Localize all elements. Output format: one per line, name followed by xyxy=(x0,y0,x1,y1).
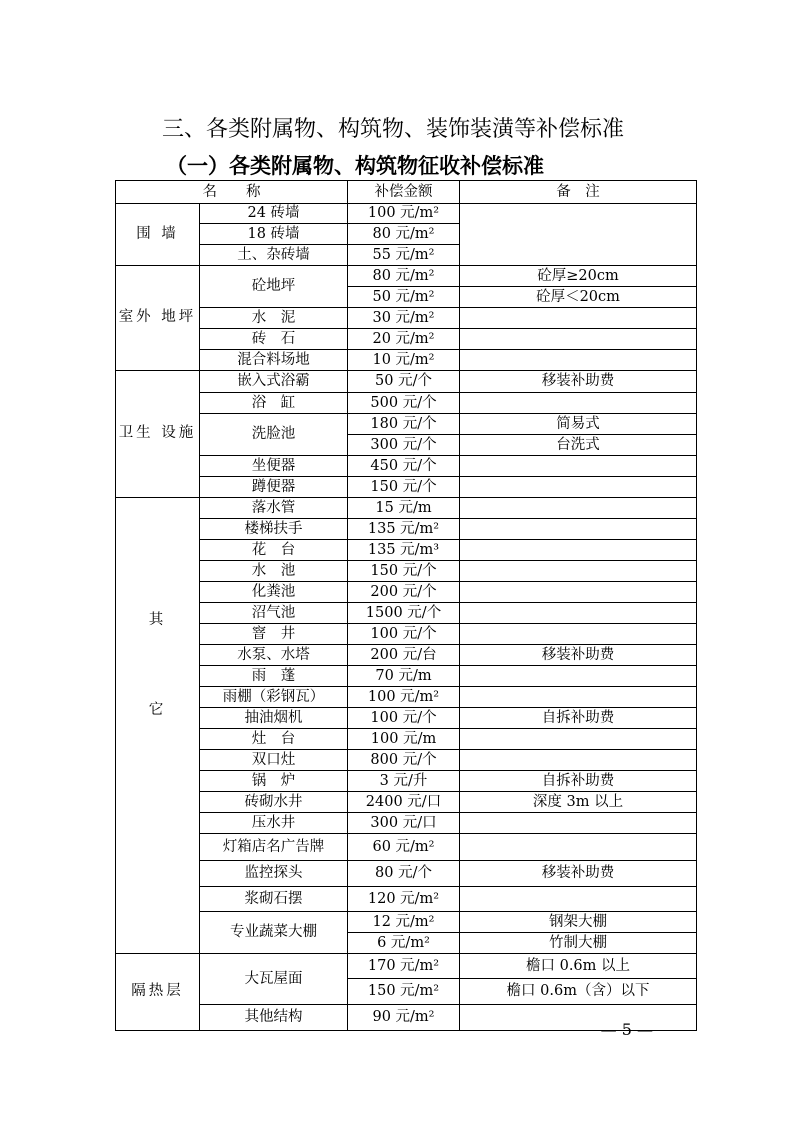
item-note xyxy=(460,519,697,540)
item-amount: 300 元/个 xyxy=(348,435,460,456)
item-note xyxy=(460,603,697,624)
item-amount: 150 元/个 xyxy=(348,477,460,498)
table-title: （一）各类附属物、构筑物征收补偿标准 xyxy=(166,154,544,178)
item-note xyxy=(460,477,697,498)
table-row xyxy=(116,498,697,519)
item-amount: 100 元/m² xyxy=(348,687,460,708)
item-note xyxy=(460,393,697,414)
item-amount: 12 元/m² xyxy=(348,912,460,933)
item-name: 水泵、水塔 xyxy=(200,645,348,666)
item-amount: 450 元/个 xyxy=(348,456,460,477)
table-row xyxy=(116,519,697,540)
table-row xyxy=(116,624,697,645)
item-note: 自拆补助费 xyxy=(460,708,697,729)
item-amount: 100 元/m xyxy=(348,729,460,750)
table-row xyxy=(116,792,697,813)
table-row xyxy=(116,477,697,498)
item-amount: 20 元/m² xyxy=(348,329,460,350)
item-name: 24 砖墙 xyxy=(200,204,348,224)
table-row xyxy=(116,834,697,861)
item-note: 移装补助费 xyxy=(460,645,697,666)
item-amount: 80 元/m² xyxy=(348,266,460,287)
item-note xyxy=(460,834,697,861)
item-note: 檐口 0.6m 以上 xyxy=(460,954,697,979)
item-note: 砼厚＜20cm xyxy=(460,287,697,308)
item-note: 深度 3m 以上 xyxy=(460,792,697,813)
item-name: 楼梯扶手 xyxy=(200,519,348,540)
item-amount: 10 元/m² xyxy=(348,350,460,371)
table-row xyxy=(116,708,697,729)
item-name: 抽油烟机 xyxy=(200,708,348,729)
table-row xyxy=(116,750,697,771)
table-row xyxy=(116,308,697,329)
table-row xyxy=(116,954,697,979)
item-name: 浆砌石摆 xyxy=(200,887,348,912)
item-name: 18 砖墙 xyxy=(200,224,348,245)
item-note: 砼厚≥20cm xyxy=(460,266,697,287)
item-note: 移装补助费 xyxy=(460,861,697,887)
item-note: 移装补助费 xyxy=(460,371,697,393)
item-name: 砼地坪 xyxy=(200,266,348,308)
table-row xyxy=(116,771,697,792)
table-row xyxy=(116,582,697,603)
item-name: 雨 蓬 xyxy=(200,666,348,687)
item-note xyxy=(460,666,697,687)
item-amount: 200 元/个 xyxy=(348,582,460,603)
item-amount: 2400 元/口 xyxy=(348,792,460,813)
item-name: 混合料场地 xyxy=(200,350,348,371)
item-name: 浴 缸 xyxy=(200,393,348,414)
category-other-bottom: 它 xyxy=(148,701,167,718)
table-row xyxy=(116,456,697,477)
item-name: 监控探头 xyxy=(200,861,348,887)
item-name: 砖 石 xyxy=(200,329,348,350)
table-row xyxy=(116,393,697,414)
item-amount: 6 元/m² xyxy=(348,933,460,954)
item-name: 砖砌水井 xyxy=(200,792,348,813)
item-name: 土、杂砖墙 xyxy=(200,245,348,266)
category-other-top: 其 xyxy=(148,611,167,628)
item-name: 窨 井 xyxy=(200,624,348,645)
item-amount: 135 元/m³ xyxy=(348,540,460,561)
item-amount: 180 元/个 xyxy=(348,414,460,435)
table-row xyxy=(116,371,697,393)
item-amount: 70 元/m xyxy=(348,666,460,687)
table-row xyxy=(116,861,697,887)
item-note xyxy=(460,350,697,371)
table-row xyxy=(116,687,697,708)
table-header-row xyxy=(116,181,697,204)
category-other xyxy=(116,498,200,954)
table-row xyxy=(116,912,697,933)
item-amount: 135 元/m² xyxy=(348,519,460,540)
item-amount: 120 元/m² xyxy=(348,887,460,912)
item-note xyxy=(460,729,697,750)
header-name: 名 称 xyxy=(116,181,348,204)
item-amount: 15 元/m xyxy=(348,498,460,519)
category-wall: 围 墙 xyxy=(116,204,200,266)
item-amount: 100 元/m² xyxy=(348,204,460,224)
item-note: 檐口 0.6m（含）以下 xyxy=(460,979,697,1005)
table-row xyxy=(116,204,697,224)
item-note: 竹制大棚 xyxy=(460,933,697,954)
item-name: 水 池 xyxy=(200,561,348,582)
category-sanitary: 卫生 设施 xyxy=(116,371,200,498)
item-name: 化粪池 xyxy=(200,582,348,603)
item-amount: 800 元/个 xyxy=(348,750,460,771)
item-note xyxy=(460,624,697,645)
page-number: — 5 — xyxy=(600,1020,653,1039)
item-amount: 150 元/个 xyxy=(348,561,460,582)
category-outdoor-floor: 室外 地坪 xyxy=(116,266,200,371)
compensation-table xyxy=(115,180,697,1031)
item-note xyxy=(460,887,697,912)
item-name: 专业蔬菜大棚 xyxy=(200,912,348,954)
item-amount: 90 元/m² xyxy=(348,1005,460,1031)
table-row xyxy=(116,350,697,371)
table-row xyxy=(116,414,697,435)
item-amount: 80 元/个 xyxy=(348,861,460,887)
item-note: 钢架大棚 xyxy=(460,912,697,933)
section-title: 三、各类附属物、构筑物、装饰装潢等补偿标准 xyxy=(162,117,625,142)
item-note xyxy=(460,750,697,771)
table-row xyxy=(116,561,697,582)
item-name: 蹲便器 xyxy=(200,477,348,498)
table-row xyxy=(116,603,697,624)
table-row xyxy=(116,266,697,287)
item-note xyxy=(460,540,697,561)
table-row xyxy=(116,666,697,687)
item-name: 灶 台 xyxy=(200,729,348,750)
item-name: 洗脸池 xyxy=(200,414,348,456)
item-note xyxy=(460,813,697,834)
item-amount: 150 元/m² xyxy=(348,979,460,1005)
item-name: 其他结构 xyxy=(200,1005,348,1031)
item-amount: 60 元/m² xyxy=(348,834,460,861)
item-note xyxy=(460,329,697,350)
item-amount: 300 元/口 xyxy=(348,813,460,834)
header-amount: 补偿金额 xyxy=(348,181,460,204)
item-name: 大瓦屋面 xyxy=(200,954,348,1005)
item-name: 水 泥 xyxy=(200,308,348,329)
item-name: 压水井 xyxy=(200,813,348,834)
item-amount: 80 元/m² xyxy=(348,224,460,245)
item-amount: 50 元/个 xyxy=(348,371,460,393)
item-amount: 500 元/个 xyxy=(348,393,460,414)
item-note xyxy=(460,498,697,519)
item-note: 自拆补助费 xyxy=(460,771,697,792)
item-amount: 30 元/m² xyxy=(348,308,460,329)
item-note xyxy=(460,204,697,266)
item-name: 双口灶 xyxy=(200,750,348,771)
item-amount: 1500 元/个 xyxy=(348,603,460,624)
category-insulation: 隔热层 xyxy=(116,954,200,1031)
table-row xyxy=(116,813,697,834)
item-amount: 200 元/台 xyxy=(348,645,460,666)
item-amount: 100 元/个 xyxy=(348,708,460,729)
item-note xyxy=(460,561,697,582)
item-note xyxy=(460,308,697,329)
item-note: 简易式 xyxy=(460,414,697,435)
item-note xyxy=(460,687,697,708)
item-amount: 100 元/个 xyxy=(348,624,460,645)
table-row xyxy=(116,329,697,350)
item-amount: 3 元/升 xyxy=(348,771,460,792)
item-name: 嵌入式浴霸 xyxy=(200,371,348,393)
item-name: 落水管 xyxy=(200,498,348,519)
item-name: 坐便器 xyxy=(200,456,348,477)
item-name: 锅 炉 xyxy=(200,771,348,792)
table-row xyxy=(116,645,697,666)
item-name: 雨棚（彩钢瓦） xyxy=(200,687,348,708)
item-name: 沼气池 xyxy=(200,603,348,624)
table-row xyxy=(116,729,697,750)
item-name: 花 台 xyxy=(200,540,348,561)
item-amount: 55 元/m² xyxy=(348,245,460,266)
table-row xyxy=(116,887,697,912)
item-note: 台洗式 xyxy=(460,435,697,456)
item-name: 灯箱店名广告牌 xyxy=(200,834,348,861)
item-amount: 50 元/m² xyxy=(348,287,460,308)
item-note xyxy=(460,456,697,477)
item-amount: 170 元/m² xyxy=(348,954,460,979)
header-note: 备 注 xyxy=(460,181,697,204)
table-row xyxy=(116,540,697,561)
item-note xyxy=(460,582,697,603)
